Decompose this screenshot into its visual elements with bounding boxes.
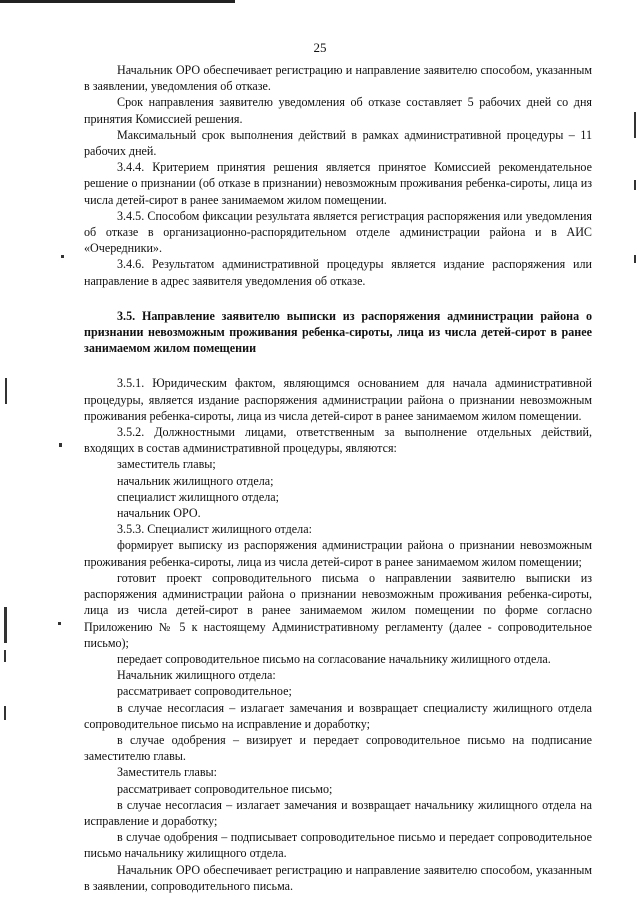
- scan-mark-left-6: [4, 650, 6, 662]
- scan-mark-right-3: [634, 255, 636, 263]
- scan-mark-left-2: [5, 378, 7, 404]
- paragraph: 3.5.2. Должностными лицами, ответственным за выполнение отдельных действий, входящих в состав административной процедуры, являются:: [84, 425, 592, 456]
- top-scan-rule: [0, 0, 235, 3]
- scan-mark-left-1: [61, 255, 64, 258]
- paragraph: Начальник ОРО обеспечивает регистрацию и направление заявителю способом, указанным в заявлении, уведомления об отказе.: [84, 63, 592, 94]
- scan-mark-left-4: [4, 607, 7, 643]
- scan-mark-right-2: [634, 180, 636, 190]
- list-item: специалист жилищного отдела;: [117, 489, 280, 504]
- paragraph: Начальник жилищного отдела:: [117, 668, 276, 683]
- scan-mark-left-3: [59, 443, 62, 447]
- list-item: начальник жилищного отдела;: [117, 473, 274, 488]
- paragraph: передает сопроводительное письмо на согласование начальнику жилищного отдела.: [117, 651, 551, 666]
- paragraph: в случае одобрения – подписывает сопроводительное письмо и передает сопроводительное письмо начальнику жилищного отдела.: [84, 830, 592, 861]
- section-heading: 3.5. Направление заявителю выписки из распоряжения администрации района о признании невозможным проживания ребенка-сироты, лица из числа детей-сирот в ранее занимаемом жилом помещении: [84, 308, 592, 356]
- scan-mark-left-5: [58, 622, 61, 625]
- paragraph: Начальник ОРО обеспечивает регистрацию и направление заявителю способом, указанным в заявлении, сопроводительного письма.: [84, 862, 592, 893]
- scan-mark-left-7: [4, 706, 6, 720]
- paragraph: 3.4.6. Результатом административной процедуры является издание распоряжения или направление в адрес заявителя уведомления об отказе.: [84, 257, 592, 288]
- list-item: начальник ОРО.: [117, 506, 201, 521]
- paragraph: рассматривает сопроводительное письмо;: [117, 781, 333, 796]
- paragraph: рассматривает сопроводительное;: [117, 684, 292, 699]
- document-body: [84, 62, 592, 894]
- paragraph: Срок направления заявителю уведомления об отказе составляет 5 рабочих дней со дня принятия Комиссией решения.: [84, 95, 592, 126]
- list-item: заместитель главы;: [117, 457, 216, 472]
- paragraph: 3.5.1. Юридическим фактом, являющимся основанием для начала административной процедуры, является издание распоряжения администрации района о признании невозможным проживания ребенка-сироты, лица из числа детей-сирот в ранее занимаемом жилом помещении.: [84, 376, 592, 423]
- paragraph: в случае несогласия – излагает замечания и возвращает специалисту жилищного отдела сопроводительное письмо на исправление и доработку;: [84, 700, 592, 731]
- paragraph: в случае несогласия – излагает замечания и возвращает начальнику жилищного отдела на исправление и доработку;: [84, 797, 592, 828]
- page-number: 25: [313, 40, 327, 55]
- paragraph: 3.4.5. Способом фиксации результата является регистрация распоряжения или уведомления об отказе в организационно-распорядительном отделе администрации района и в АИС «Очередники».: [84, 208, 592, 256]
- paragraph: 3.4.4. Критерием принятия решения является принятое Комиссией рекомендательное решение о признании (об отказе в признании) невозможным проживания ребенка-сироты, лица из числа детей-сирот в ранее занимаемом жилом помещении.: [84, 160, 592, 207]
- paragraph: 3.5.3. Специалист жилищного отдела:: [117, 522, 312, 537]
- scan-mark-right-1: [634, 112, 636, 138]
- paragraph: в случае одобрения – визирует и передает сопроводительное письмо на подписание заместителю главы.: [84, 732, 592, 764]
- paragraph: формирует выписку из распоряжения администрации района о признании невозможным проживания ребенка-сироты, лица из числа детей-сирот в ранее занимаемом жилом помещении;: [84, 538, 592, 569]
- paragraph: Максимальный срок выполнения действий в рамках административной процедуры – 11 рабочих дней.: [84, 127, 592, 159]
- paragraph: готовит проект сопроводительного письма о направлении заявителю выписки из распоряжения администрации района о признании невозможным проживания ребенка-сироты, лица из числа детей-сирот в ранее занимаемом жилом помещении по форме согласно Приложению № 5 к настоящему Административному регламенту (далее - сопроводительное письмо);: [84, 570, 592, 650]
- paragraph: Заместитель главы:: [117, 765, 218, 780]
